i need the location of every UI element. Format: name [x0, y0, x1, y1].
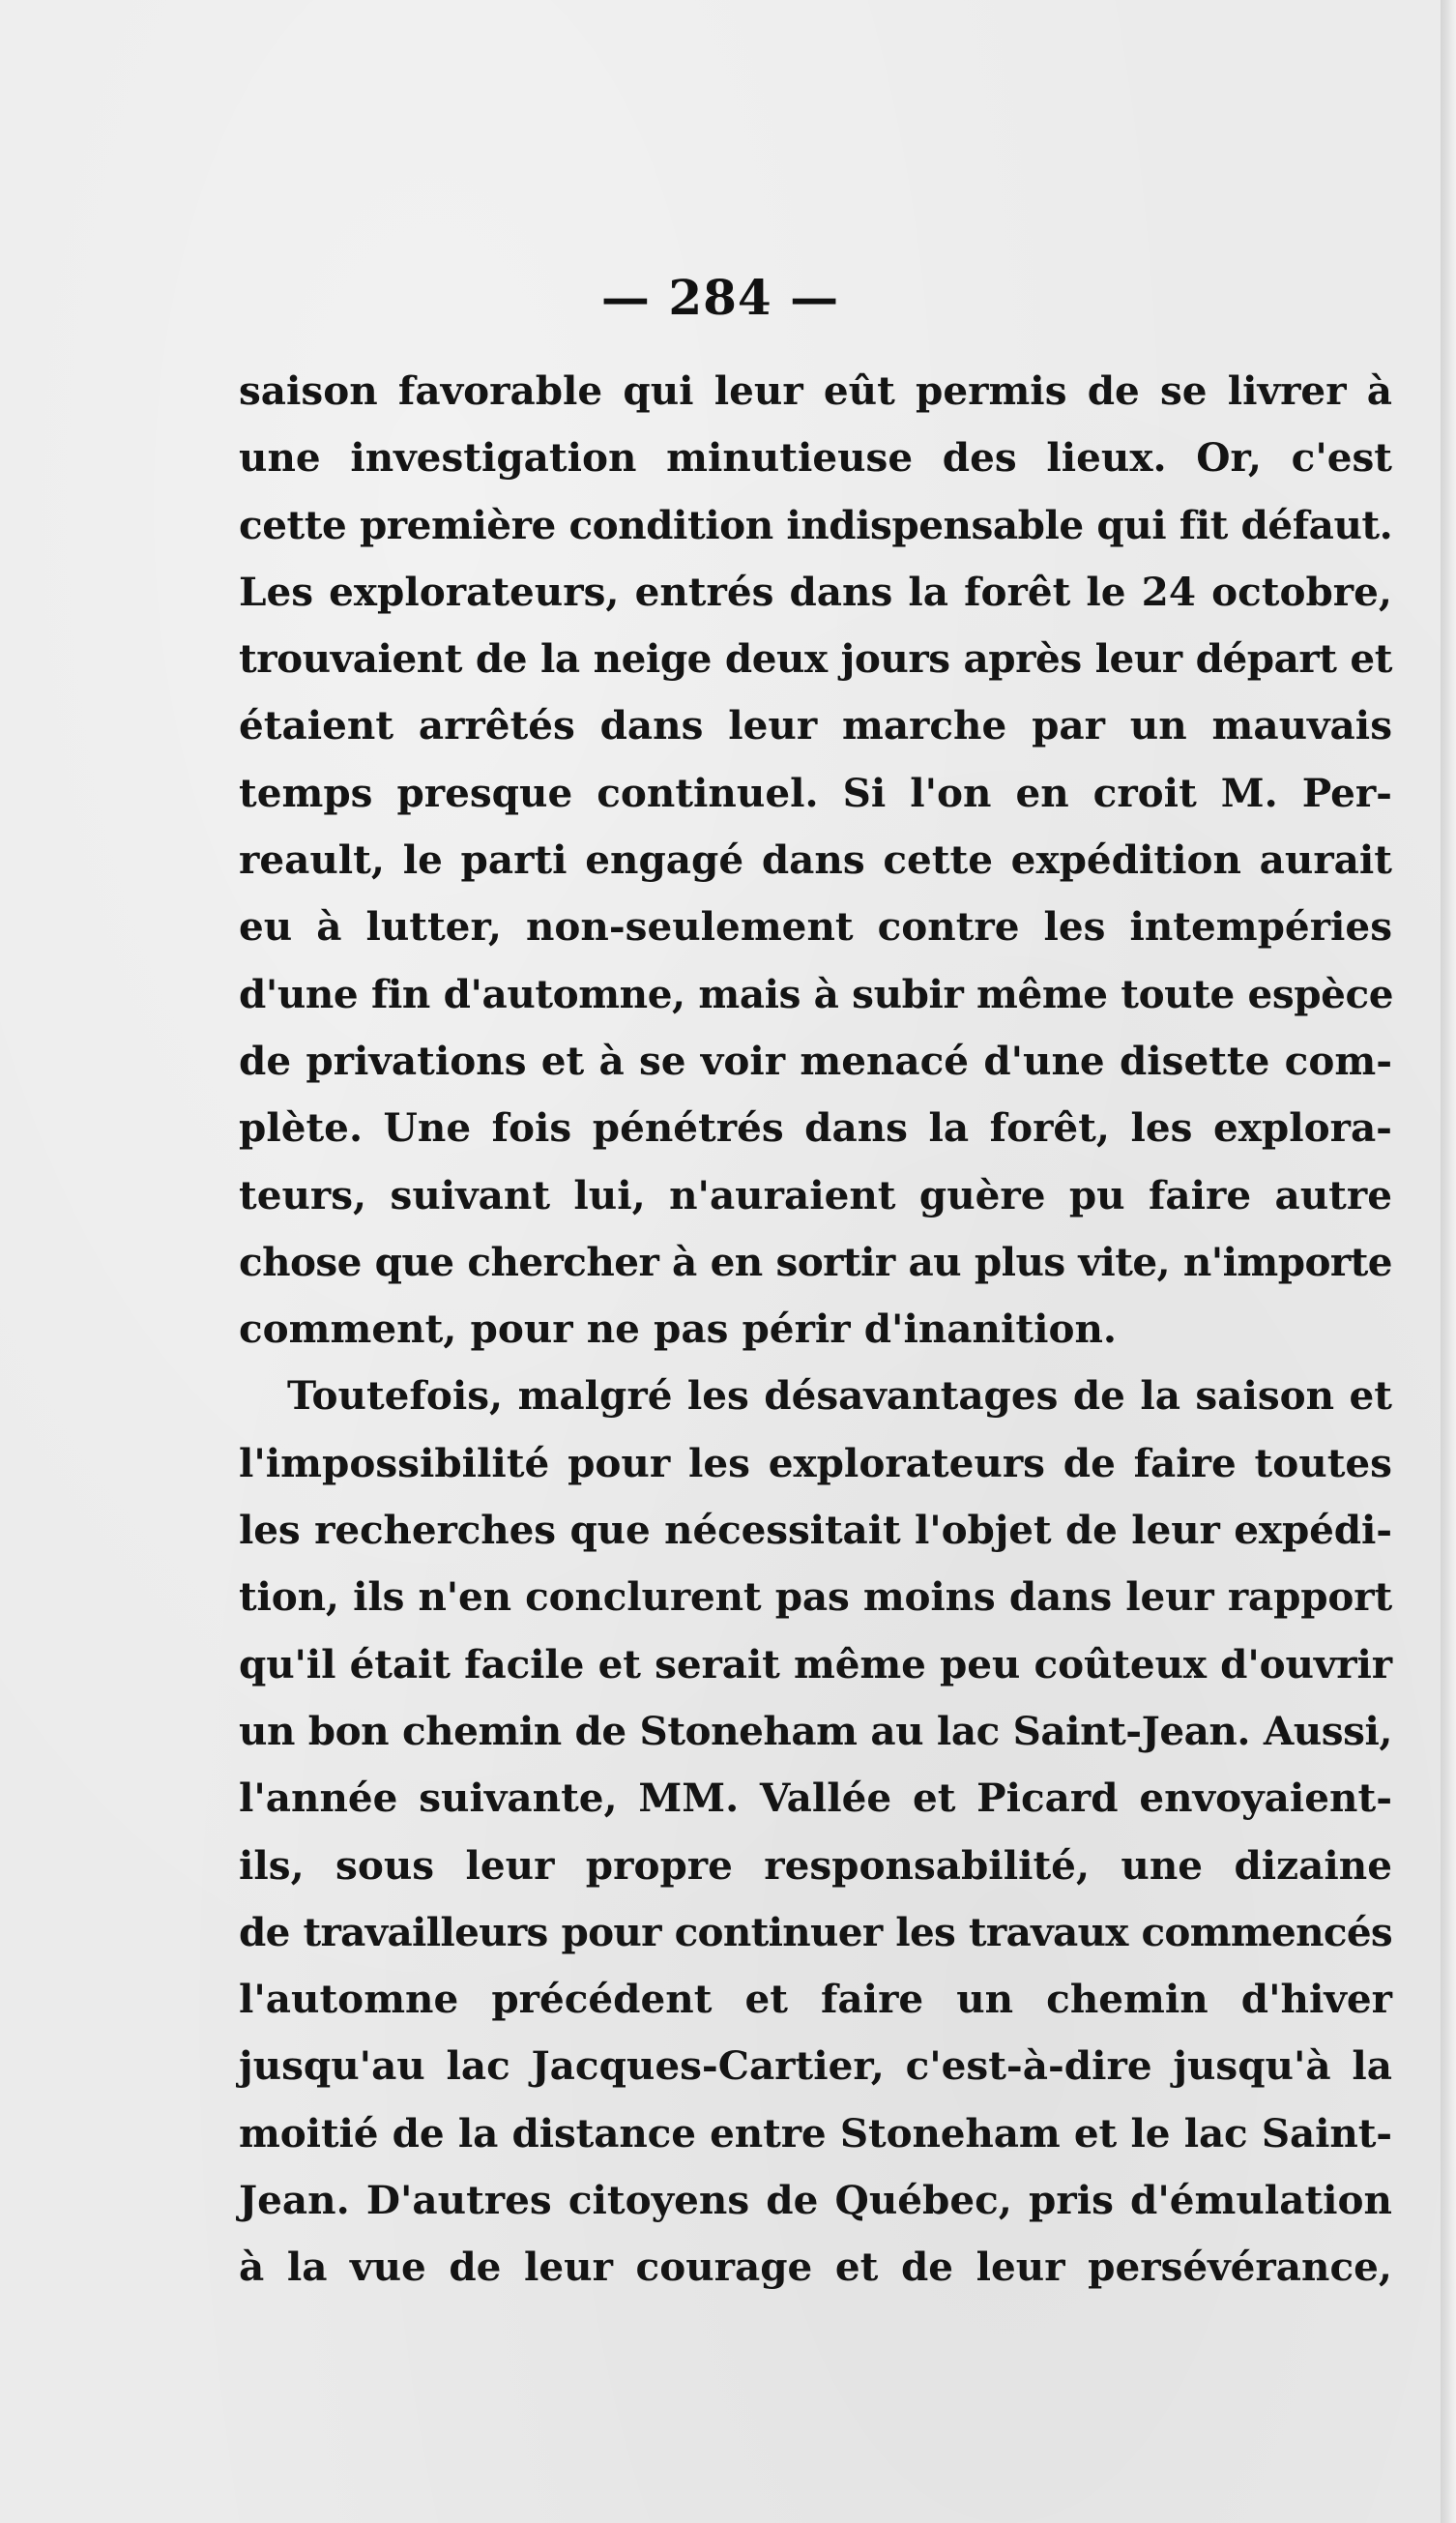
text-line: tion, ils n'en conclurent pas moins dans leur rapport — [239, 1573, 1392, 1621]
text-line: teurs, suivant lui, n'auraient guère pu faire autre — [239, 1171, 1392, 1218]
paragraph-start-line: Toutefois, malgré les désavantages de la saison et — [287, 1372, 1392, 1420]
body-text — [239, 358, 1392, 2302]
text-line: à la vue de leur courage et de leur persévérance, — [239, 2244, 1392, 2291]
text-line: Les explorateurs, entrés dans la forêt le 24 octobre, — [239, 568, 1392, 615]
text-line: l'impossibilité pour les explorateurs de faire toutes — [239, 1439, 1392, 1486]
text-line: un bon chemin de Stoneham au lac Saint-Jean. Aussi, — [239, 1707, 1392, 1754]
text-line: qu'il était facile et serait même peu coûteux d'ouvrir — [239, 1640, 1392, 1687]
paragraph-end-line: comment, pour ne pas périr d'inanition. — [239, 1306, 1118, 1353]
page-number: — 284 — — [600, 269, 840, 326]
text-line: reault, le parti engagé dans cette expédition aurait — [239, 836, 1392, 884]
text-line: d'une fin d'automne, mais à subir même toute espèce — [239, 970, 1394, 1017]
text-line: jusqu'au lac Jacques-Cartier, c'est-à-dire jusqu'à la — [239, 2042, 1392, 2090]
text-line: l'année suivante, MM. Vallée et Picard envoyaient- — [239, 1775, 1392, 1822]
text-line: moitié de la distance entre Stoneham et le lac Saint- — [239, 2109, 1392, 2156]
text-line: saison favorable qui leur eût permis de se livrer à — [239, 367, 1392, 414]
text-line: trouvaient de la neige deux jours après leur départ et — [239, 635, 1392, 683]
text-line: une investigation minutieuse des lieux. Or, c'est — [239, 434, 1392, 482]
text-line: ils, sous leur propre responsabilité, une dizaine — [239, 1841, 1392, 1889]
text-line: Jean. D'autres citoyens de Québec, pris d'émulation — [239, 2177, 1392, 2224]
text-line: de privations et à se voir menacé d'une disette com- — [239, 1037, 1392, 1084]
text-line: plète. Une fois pénétrés dans la forêt, les explora- — [239, 1104, 1392, 1152]
page-edge-shadow — [1441, 0, 1456, 2523]
text-line: l'automne précédent et faire un chemin d'hiver — [239, 1976, 1392, 2023]
text-line: étaient arrêtés dans leur marche par un mauvais — [239, 702, 1392, 749]
text-line: de travailleurs pour continuer les travaux commencés — [239, 1908, 1392, 1955]
text-line: cette première condition indispensable qui fit défaut. — [239, 501, 1393, 548]
text-line: temps presque continuel. Si l'on en croit M. Per- — [239, 769, 1392, 816]
text-line: eu à lutter, non-seulement contre les intempéries — [239, 903, 1392, 951]
text-line: les recherches que nécessitait l'objet de leur expédi- — [239, 1507, 1392, 1554]
text-line: chose que chercher à en sortir au plus vite, n'importe — [239, 1238, 1392, 1285]
